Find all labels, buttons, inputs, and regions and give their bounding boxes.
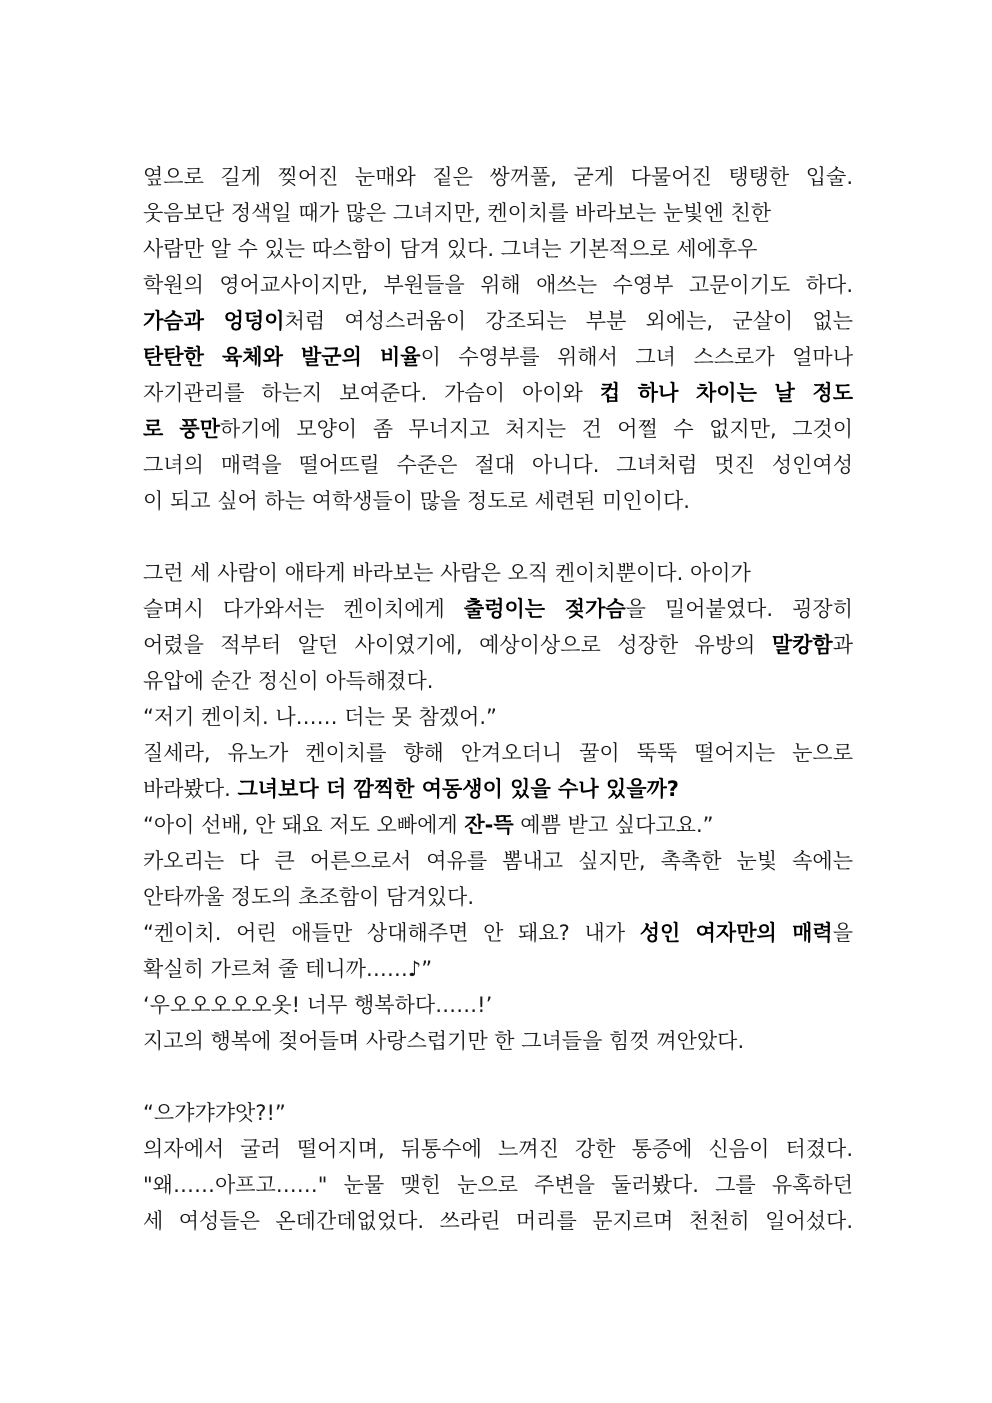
text-line [143, 375, 853, 411]
text-span: 과 [832, 633, 853, 657]
text-span: ‘우오오오오오옷! 너무 행복하다……!’ [143, 993, 493, 1017]
text-span: 바라봤다. [143, 777, 238, 801]
text-span: 을 [832, 921, 853, 945]
text-span: 카오리는 다 큰 어른으로서 여유를 뽐내고 싶지만, 촉촉한 눈빛 속에는 [143, 849, 853, 873]
text-line [143, 843, 853, 879]
paragraph [143, 1095, 853, 1239]
text-line [143, 879, 853, 915]
text-line [143, 267, 853, 303]
text-line [143, 663, 853, 699]
text-span: 그런 세 사람이 애타게 바라보는 사람은 오직 켄이치뿐이다. 아이가 [143, 561, 751, 585]
text-line [143, 195, 853, 231]
text-line [143, 303, 853, 339]
text-span: 이 수영부를 위해서 그녀 스스로가 얼마나 [420, 345, 853, 369]
text-line [143, 1095, 853, 1131]
emphasis-text: 출렁이는 젖가슴 [463, 597, 626, 621]
text-line [143, 555, 853, 591]
text-line [143, 1167, 853, 1203]
text-line [143, 771, 853, 807]
text-line [143, 483, 853, 519]
text-line [143, 447, 853, 483]
emphasis-text: 그녀보다 더 깜찍한 여동생이 있을 수나 있을까? [237, 777, 679, 801]
body-text [143, 159, 853, 1239]
emphasis-text: 성인 여자만의 매력 [639, 921, 833, 945]
text-line [143, 735, 853, 771]
text-span: “으갸갸갸앗?!” [143, 1101, 286, 1125]
text-line [143, 987, 853, 1023]
text-span: 예쁨 받고 싶다고요.” [513, 813, 714, 837]
text-span: 을 밀어붙였다. 굉장히 [625, 597, 854, 621]
text-line [143, 1203, 853, 1239]
paragraph-spacer [143, 1059, 853, 1095]
emphasis-text: 컵 하나 차이는 날 정도 [599, 381, 853, 405]
text-span: 세 여성들은 온데간데없었다. 쓰라린 머리를 문지르며 천천히 일어섰다. [143, 1209, 853, 1233]
text-span: 어렸을 적부터 알던 사이였기에, 예상이상으로 성장한 유방의 [143, 633, 772, 657]
text-line [143, 231, 853, 267]
text-span: 옆으로 길게 찢어진 눈매와 짙은 쌍꺼풀, 굳게 다물어진 탱탱한 입술. [143, 165, 853, 189]
emphasis-text: 탄탄한 육체와 발군의 비율 [143, 345, 421, 369]
text-line [143, 627, 853, 663]
emphasis-text: 잔-뜩 [464, 813, 514, 837]
text-line [143, 951, 853, 987]
text-span: 의자에서 굴러 떨어지며, 뒤통수에 느껴진 강한 통증에 신음이 터졌다. [143, 1137, 853, 1161]
text-span: 이 되고 싶어 하는 여학생들이 많을 정도로 세련된 미인이다. [143, 489, 690, 513]
text-span: 유압에 순간 정신이 아득해졌다. [143, 669, 434, 693]
text-span: 질세라, 유노가 켄이치를 향해 안겨오더니 꿀이 뚝뚝 떨어지는 눈으로 [143, 741, 853, 765]
paragraph [143, 555, 853, 1059]
text-line [143, 1131, 853, 1167]
text-span: 슬며시 다가와서는 켄이치에게 [143, 597, 464, 621]
text-span: 자기관리를 하는지 보여준다. 가슴이 아이와 [143, 381, 600, 405]
emphasis-text: 가슴과 엉덩이 [143, 309, 285, 333]
text-span: 하기에 모양이 좀 무너지고 처지는 건 어쩔 수 없지만, 그것이 [220, 417, 853, 441]
text-span: 지고의 행복에 젖어들며 사랑스럽기만 한 그녀들을 힘껏 껴안았다. [143, 1029, 745, 1053]
text-span: 웃음보단 정색일 때가 많은 그녀지만, 켄이치를 바라보는 눈빛엔 친한 [143, 201, 772, 225]
emphasis-text: 로 풍만 [143, 417, 220, 441]
text-line [143, 915, 853, 951]
paragraph-spacer [143, 519, 853, 555]
text-line [143, 1023, 853, 1059]
text-line [143, 699, 853, 735]
text-line [143, 159, 853, 195]
text-line [143, 339, 853, 375]
text-span: 그녀의 매력을 떨어뜨릴 수준은 절대 아니다. 그녀처럼 멋진 성인여성 [143, 453, 853, 477]
emphasis-text: 말캉함 [771, 633, 833, 657]
text-span: 학원의 영어교사이지만, 부원들을 위해 애쓰는 수영부 고문이기도 하다. [143, 273, 853, 297]
text-span: 안타까울 정도의 초조함이 담겨있다. [143, 885, 474, 909]
text-span: “아이 선배, 안 돼요 저도 오빠에게 [143, 813, 465, 837]
text-span: 처럼 여성스러움이 강조되는 부분 외에는, 군살이 없는 [284, 309, 853, 333]
text-span: 확실히 가르쳐 줄 테니까……♪” [143, 957, 433, 981]
paragraph [143, 159, 853, 519]
text-span: "왜……아프고……" 눈물 맺힌 눈으로 주변을 둘러봤다. 그를 유혹하던 [143, 1173, 853, 1197]
text-span: 사람만 알 수 있는 따스함이 담겨 있다. 그녀는 기본적으로 세에후우 [143, 237, 758, 261]
text-span: “저기 켄이치. 나…… 더는 못 참겠어.” [143, 705, 497, 729]
text-line [143, 411, 853, 447]
text-span: “켄이치. 어린 애들만 상대해주면 안 돼요? 내가 [143, 921, 640, 945]
text-line [143, 591, 853, 627]
text-line [143, 807, 853, 843]
